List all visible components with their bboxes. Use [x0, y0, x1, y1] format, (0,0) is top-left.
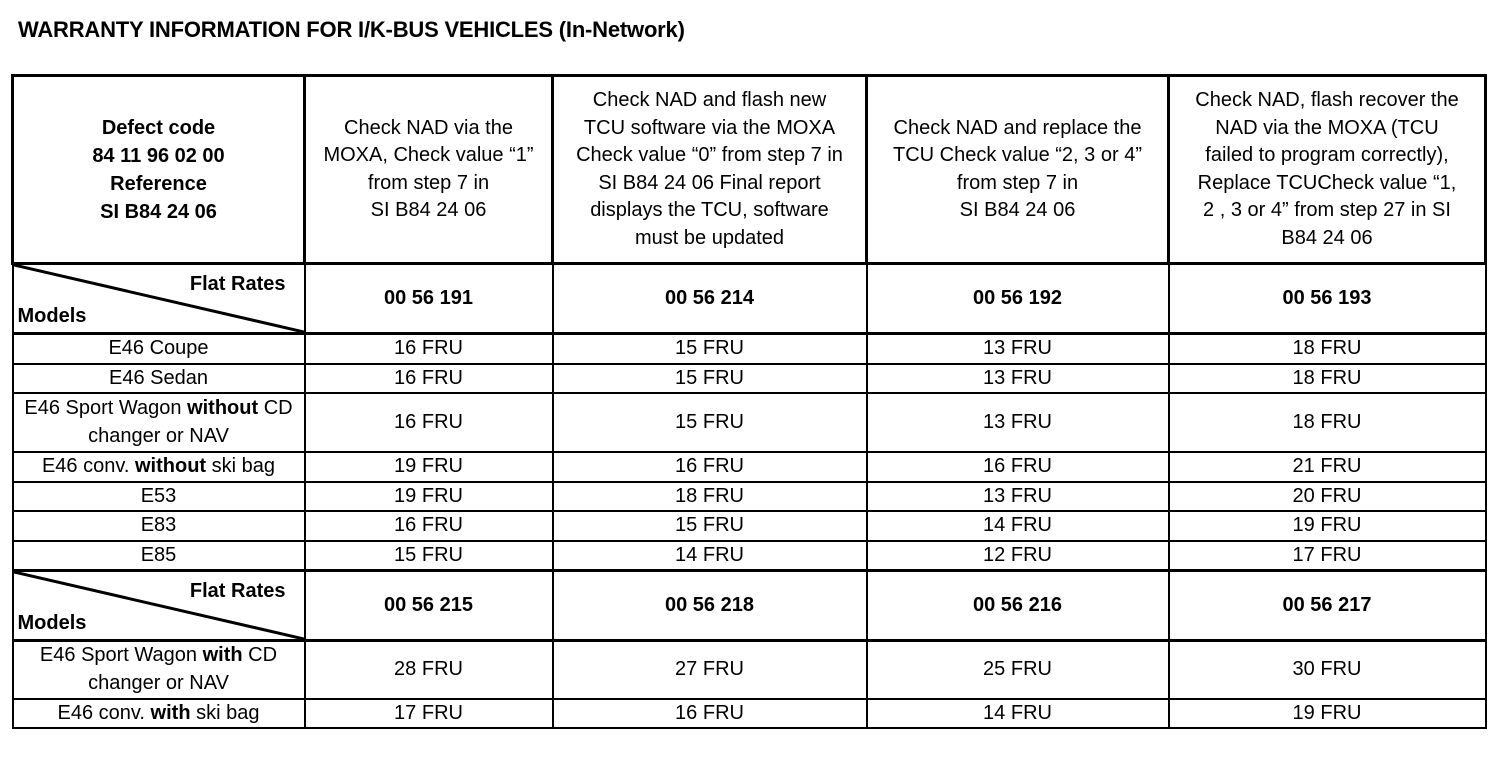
column-header-line: Check NAD, flash recover the	[1195, 89, 1459, 111]
flat-rate-code: 00 56 217	[1169, 571, 1486, 641]
column-header-line: 2 , 3 or 4” from step 27 in SI	[1203, 199, 1451, 221]
fru-value: 16 FRU	[867, 452, 1169, 482]
model-name-text: E46 Coupe	[108, 337, 209, 359]
fru-value: 15 FRU	[553, 511, 867, 541]
column-header-line: failed to program correctly),	[1205, 144, 1449, 166]
fru-value: 17 FRU	[1169, 541, 1486, 571]
fru-value: 20 FRU	[1169, 482, 1486, 512]
model-name-text: ski bag	[206, 455, 276, 477]
model-name	[13, 641, 305, 699]
column-header	[305, 76, 553, 264]
column-header-line: Check value “0” from step 7 in	[576, 144, 843, 166]
defect-code-value: 84 11 96 02 00	[92, 144, 225, 167]
fru-value: 13 FRU	[867, 393, 1169, 452]
model-name	[13, 334, 305, 364]
column-header-line: SI B84 24 06	[370, 199, 487, 221]
flat-rates-models-cell	[13, 264, 305, 334]
reference-value: SI B84 24 06	[100, 200, 217, 223]
flat-rate-code: 00 56 192	[867, 264, 1169, 334]
model-name	[13, 541, 305, 571]
fru-value: 19 FRU	[1169, 511, 1486, 541]
column-header	[553, 76, 867, 264]
fru-value: 14 FRU	[867, 699, 1169, 729]
model-name-text: E83	[140, 514, 177, 536]
column-header-line: SI B84 24 06 Final report	[598, 171, 821, 194]
flat-rates-label: Flat Rates	[189, 273, 286, 295]
fru-value: 13 FRU	[867, 334, 1169, 364]
fru-value: 19 FRU	[305, 482, 553, 512]
column-header-line: from step 7 in	[956, 171, 1079, 194]
column-header-line: from step 7 in	[367, 171, 490, 194]
fru-value: 13 FRU	[867, 364, 1169, 394]
model-name	[13, 364, 305, 394]
fru-value: 16 FRU	[305, 511, 553, 541]
fru-value: 18 FRU	[553, 482, 867, 512]
column-header-line: SI B84 24 06	[959, 199, 1076, 221]
table-row	[13, 452, 1486, 482]
column-header-line: displays the TCU, software	[590, 199, 829, 221]
flat-rate-row	[13, 264, 1486, 334]
table-row	[13, 482, 1486, 512]
table-row	[13, 699, 1486, 729]
column-header-line: TCU software via the MOXA	[583, 116, 836, 139]
column-header-line: NAD via the MOXA (TCU	[1215, 116, 1439, 139]
flat-rate-code: 00 56 218	[553, 571, 867, 641]
fru-value: 14 FRU	[867, 511, 1169, 541]
page-title: WARRANTY INFORMATION FOR I/K-BUS VEHICLES (In-Network)	[18, 17, 685, 42]
column-header-line: MOXA, Check value “1”	[323, 144, 534, 166]
model-name-emphasis: with	[150, 701, 191, 724]
model-name-text: E85	[140, 543, 177, 566]
flat-rate-code: 00 56 193	[1169, 264, 1486, 334]
fru-value: 14 FRU	[553, 541, 867, 571]
model-name-emphasis: with	[202, 644, 243, 667]
model-name-emphasis: without	[187, 397, 259, 419]
fru-value: 15 FRU	[305, 541, 553, 571]
fru-value: 27 FRU	[553, 641, 867, 699]
column-header	[1169, 76, 1486, 264]
fru-value: 17 FRU	[305, 699, 553, 729]
fru-value: 21 FRU	[1169, 452, 1486, 482]
model-name	[13, 699, 305, 729]
defect-code-cell	[13, 76, 305, 264]
model-name-text: CD changer or NAV	[88, 644, 278, 694]
column-header-line: B84 24 06	[1281, 226, 1373, 249]
model-name-text: E46 Sedan	[109, 366, 208, 389]
table-row	[13, 334, 1486, 364]
column-header-line: Replace TCUCheck value “1,	[1197, 171, 1457, 194]
fru-value: 15 FRU	[553, 364, 867, 394]
model-name-text: E46 conv.	[41, 455, 135, 477]
fru-value: 16 FRU	[305, 334, 553, 364]
model-name	[13, 511, 305, 541]
reference-label: Reference	[110, 172, 207, 195]
fru-value: 12 FRU	[867, 541, 1169, 571]
model-name-text: E46 Sport Wagon	[39, 644, 203, 667]
flat-rate-code: 00 56 214	[553, 264, 867, 334]
fru-value: 16 FRU	[305, 364, 553, 394]
fru-value: 16 FRU	[553, 699, 867, 729]
flat-rate-code: 00 56 191	[305, 264, 553, 334]
model-name-text: ski bag	[190, 701, 260, 724]
header-row	[13, 76, 1486, 264]
model-name-text: E46 Sport Wagon	[24, 397, 188, 419]
table-row	[13, 641, 1486, 699]
column-header-line: Check NAD and replace the	[893, 116, 1142, 139]
column-header-line: Check NAD and flash new	[592, 89, 827, 111]
models-label: Models	[17, 304, 87, 327]
flat-rates-models-cell	[13, 571, 305, 641]
flat-rate-row	[13, 571, 1486, 641]
model-name-emphasis: without	[135, 455, 207, 477]
fru-value: 18 FRU	[1169, 334, 1486, 364]
model-name	[13, 452, 305, 482]
table-row	[13, 511, 1486, 541]
warranty-table	[11, 74, 1487, 729]
column-header-line: TCU Check value “2, 3 or 4”	[893, 144, 1142, 166]
table-row	[13, 541, 1486, 571]
fru-value: 30 FRU	[1169, 641, 1486, 699]
fru-value: 28 FRU	[305, 641, 553, 699]
fru-value: 15 FRU	[553, 393, 867, 452]
model-name-text: CD changer or NAV	[88, 397, 293, 447]
fru-value: 15 FRU	[553, 334, 867, 364]
defect-code-label: Defect code	[101, 116, 216, 139]
fru-value: 18 FRU	[1169, 364, 1486, 394]
model-name-text: E53	[140, 484, 177, 507]
fru-value: 13 FRU	[867, 482, 1169, 512]
table-row	[13, 393, 1486, 452]
fru-value: 25 FRU	[867, 641, 1169, 699]
fru-value: 16 FRU	[305, 393, 553, 452]
fru-value: 19 FRU	[305, 452, 553, 482]
flat-rate-code: 00 56 216	[867, 571, 1169, 641]
fru-value: 19 FRU	[1169, 699, 1486, 729]
model-name-text: E46 conv.	[57, 701, 151, 724]
model-name	[13, 393, 305, 452]
column-header-line: must be updated	[635, 226, 784, 249]
models-label: Models	[17, 611, 87, 634]
fru-value: 18 FRU	[1169, 393, 1486, 452]
flat-rate-code: 00 56 215	[305, 571, 553, 641]
model-name	[13, 482, 305, 512]
column-header	[867, 76, 1169, 264]
column-header-line: Check NAD via the	[344, 116, 513, 139]
flat-rates-label: Flat Rates	[189, 580, 286, 602]
fru-value: 16 FRU	[553, 452, 867, 482]
table-row	[13, 364, 1486, 394]
